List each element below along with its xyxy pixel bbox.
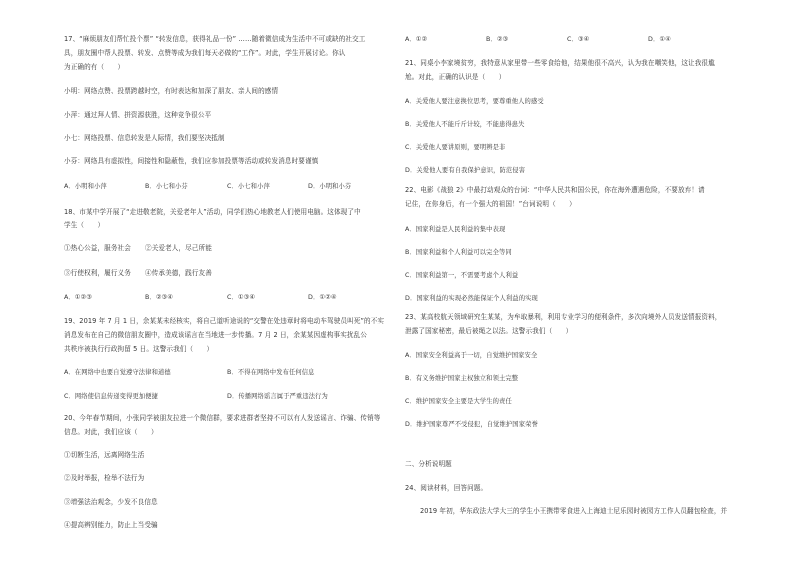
q23-stem-line1: 23、某高校航天领域研究生某某，为牟取暴利，利用专业学习的便利条件，多次向境外人员发送情报资料， <box>405 313 722 321</box>
q20-statement-1: ①切断生活，远离网络生活 <box>64 451 145 459</box>
q20-stem-line2: 信息。对此，我们应该（ ） <box>64 428 158 436</box>
q17-statement-3: 小七：网络投票、信息转发是人际情，我们要坚决抵制 <box>64 134 225 142</box>
q22-stem-line2: 记住，在你身后，有一个强大的祖国！”台词说明（ ） <box>405 200 576 208</box>
q20-option-d[interactable]: D．①④ <box>648 36 671 43</box>
q17-stem-line3: 为正确的有（ ） <box>64 63 125 71</box>
q23-option-a[interactable]: A．国家安全利益高于一切，自觉维护国家安全 <box>405 352 538 359</box>
q19-option-b[interactable]: B．不得在网络中发布任何信息 <box>227 369 315 376</box>
q21-stem-line2: 尬。对此，正确的认识是（ ） <box>405 73 506 81</box>
q20-statement-2: ②及时举报，检举不法行为 <box>64 474 145 482</box>
q22-option-d[interactable]: D．国家利益的实现必然能保证个人利益的实现 <box>405 295 538 302</box>
q24-stem-line1: 24、阅读材料，回答问题。 <box>405 484 488 492</box>
q24-material-line1: 2019 年初，华东政法大学大三的学生小王携带零食进入上海迪士尼乐园时被园方工作人员翻包检查，并 <box>420 507 728 515</box>
q18-statement-3: ③行使权利，履行义务 <box>64 269 131 277</box>
q18-stem-line1: 18、市某中学开展了“走进敬老院，关爱老年人”活动，同学们热心地教老人们使用电脑。这体现了中 <box>64 208 361 216</box>
q17-statement-1: 小明：网络点赞、投票跨越时空，有时表达和加深了朋友、亲人间的感情 <box>64 87 279 95</box>
q18-option-b[interactable]: B．②③④ <box>145 294 174 301</box>
q17-stem-line1: 17、“麻烦朋友们帮忙投个票” “转发信息，获得礼品一份” ……随着微信成为生活中不可或缺的社交工 <box>64 35 366 43</box>
q21-stem-line1: 21、同桌小李家境贫穷，我特意从家里带一些零食给他，结果他很不高兴，认为我在嘲笑他，这让我很尴 <box>405 59 715 67</box>
q21-option-c[interactable]: C．关爱他人要讲原则，要明辨是非 <box>405 144 506 151</box>
q22-option-c[interactable]: C．国家利益第一，不需要考虑个人利益 <box>405 272 519 279</box>
q18-statement-1: ①热心公益，服务社会 <box>64 244 131 252</box>
q17-option-b[interactable]: B．小七和小芬 <box>145 183 188 190</box>
q17-option-c[interactable]: C．小七和小萍 <box>227 183 270 190</box>
q19-stem-line1: 19、2019 年 7 月 1 日，余某某未经核实，将自己道听途说的“交警在处违章时将电动车驾驶员叫死”的不实 <box>64 317 385 325</box>
q22-option-a[interactable]: A．国家利益是人民利益的集中表现 <box>405 226 506 233</box>
q17-statement-2: 小萍：通过拜人情、拼资源获胜，这种竞争很公平 <box>64 111 212 119</box>
q20-option-a[interactable]: A．①② <box>405 36 428 43</box>
q19-option-d[interactable]: D．传播网络谣言属于严重违法行为 <box>227 393 328 400</box>
q19-option-a[interactable]: A．在网络中也要自觉遵守法律和道德 <box>64 369 171 376</box>
q19-stem-line2: 消息发布在自己的微信朋友圈中，造成该谣言在当地进一步传播。7 月 2 日，余某某因虚构事实扰乱公 <box>64 331 368 339</box>
q22-option-b[interactable]: B．国家利益和个人利益可以完全等同 <box>405 249 512 256</box>
q23-option-c[interactable]: C．维护国家安全主要是大学生的责任 <box>405 398 512 405</box>
q20-option-c[interactable]: C．③④ <box>567 36 590 43</box>
q17-option-a[interactable]: A．小明和小萍 <box>64 183 107 190</box>
section-heading-analysis: 二、分析说明题 <box>405 460 452 468</box>
q20-stem-line1: 20、今年春节期间，小张同学被朋友拉进一个微信群，要求进群者坚持不可以有人发送谣言、诈骗、传销等 <box>64 414 381 422</box>
q18-statement-4: ④传承美德，践行友善 <box>145 269 212 277</box>
q23-option-b[interactable]: B．有义务维护国家主权独立和领土完整 <box>405 375 519 382</box>
q19-option-c[interactable]: C．网络使信息传递变得更加便捷 <box>64 393 159 400</box>
q18-option-d[interactable]: D．①②④ <box>308 294 337 301</box>
q19-stem-line3: 共秩序被执行行政拘留 5 日。这警示我们（ ） <box>64 345 214 353</box>
q23-stem-line2: 泄露了国家秘密，最后被绳之以法。这警示我们（ ） <box>405 327 573 335</box>
q18-statement-2: ②关爱老人，尽己所能 <box>145 244 212 252</box>
q21-option-d[interactable]: D．关爱他人要有自我保护意识，防范侵害 <box>405 167 526 174</box>
q18-option-c[interactable]: C．①③④ <box>227 294 256 301</box>
q20-statement-3: ③增强法治观念，少发不良信息 <box>64 498 158 506</box>
q17-statement-4: 小芬：网络具有虚拟性，间接性和隐蔽性，我们应参加投票等活动或转发消息时要谨慎 <box>64 157 319 165</box>
q17-stem-line2: 具，朋友圈中帮人投票、转发、点赞等成为我们每天必做的“工作”。对此，学生开展讨论。你认 <box>64 49 346 57</box>
q18-option-a[interactable]: A．①②③ <box>64 294 93 301</box>
q17-option-d[interactable]: D．小明和小芬 <box>308 183 352 190</box>
q23-option-d[interactable]: D．维护国家尊严不受侵犯，自觉维护国家荣誉 <box>405 421 538 428</box>
q22-stem-line1: 22、电影《战狼 2》中最打动观众的台词：“中华人民共和国公民，你在海外遭遇危险，不要放弃！请 <box>405 186 705 194</box>
q20-statement-4: ④提高辨别能力，防止上当受骗 <box>64 521 158 529</box>
q21-option-b[interactable]: B．关爱他人不能斤斤计较，不能患得患失 <box>405 121 525 128</box>
q18-stem-line2: 学生（ ） <box>64 221 105 229</box>
q21-option-a[interactable]: A．关爱他人要注意换位思考，要尊重他人的感受 <box>405 98 544 105</box>
q20-option-b[interactable]: B．②③ <box>486 36 509 43</box>
